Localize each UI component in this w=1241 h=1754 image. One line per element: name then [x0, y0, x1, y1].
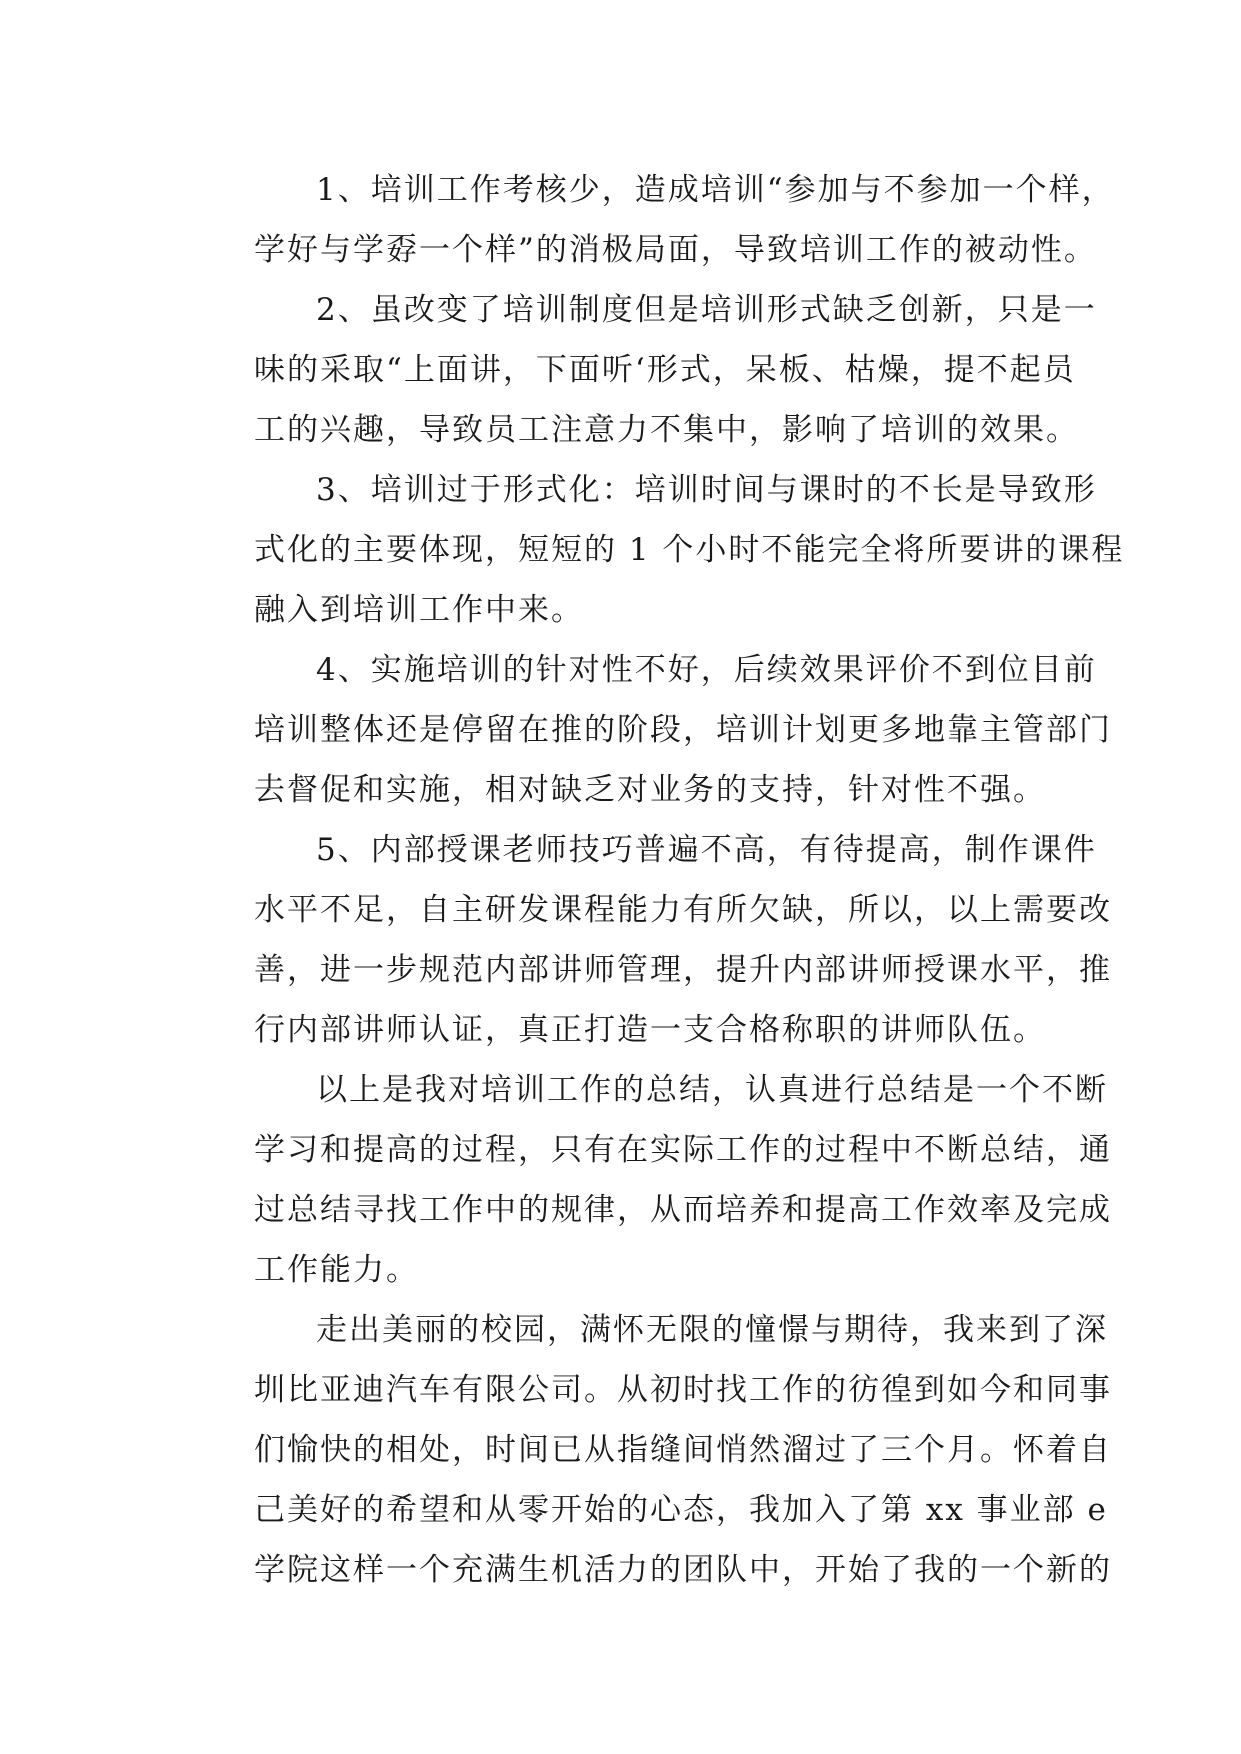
text-line: 3、培训过于形式化：培训时间与课时的不长是导致形: [316, 472, 1097, 508]
text-line: 己美好的希望和从零开始的心态，我加入了第 xx 事业部 e: [254, 1492, 1108, 1528]
paragraph-2: [192, 280, 1097, 460]
text-line: 2、虽改变了培训制度但是培训形式缺乏创新，只是一: [316, 292, 1097, 328]
text-line: 走出美丽的校园，满怀无限的憧憬与期待，我来到了深: [316, 1312, 1108, 1348]
text-line: 们愉快的相处，时间已从指缝间悄然溜过了三个月。怀着自: [254, 1432, 1112, 1468]
text-line: 善，进一步规范内部讲师管理，提升内部讲师授课水平，推: [254, 952, 1112, 988]
text-line: 学院这样一个充满生机活力的团队中，开始了我的一个新的: [254, 1552, 1112, 1588]
text-line: 水平不足，自主研发课程能力有所欠缺，所以，以上需要改: [254, 892, 1112, 928]
text-line: 5、内部授课老师技巧普遍不高，有待提高，制作课件: [316, 832, 1097, 868]
text-line: 去督促和实施，相对缺乏对业务的支持，针对性不强。: [254, 772, 1046, 808]
text-line: 工的兴趣，导致员工注意力不集中，影响了培训的效果。: [254, 412, 1079, 448]
document-body: [192, 160, 1125, 1600]
text-line: 圳比亚迪汽车有限公司。从初时找工作的彷徨到如今和同事: [254, 1372, 1112, 1408]
paragraph-5: [192, 820, 1112, 1060]
text-line: 4、实施培训的针对性不好，后续效果评价不到位目前: [316, 652, 1097, 688]
text-line: 融入到培训工作中来。: [254, 592, 584, 628]
paragraph-1: [192, 160, 1115, 280]
paragraph-7: [192, 1300, 1112, 1600]
text-line: 味的采取“上面讲，下面听‘形式，呆板、枯燥，提不起员: [254, 352, 1076, 388]
text-line: 培训整体还是停留在推的阶段，培训计划更多地靠主管部门: [254, 712, 1112, 748]
text-line: 学好与学孬一个样”的消极局面，导致培训工作的被动性。: [254, 232, 1097, 268]
paragraph-4: [192, 640, 1112, 820]
paragraph-6: [192, 1060, 1112, 1300]
text-line: 过总结寻找工作中的规律，从而培养和提高工作效率及完成: [254, 1192, 1112, 1228]
text-line: 以上是我对培训工作的总结，认真进行总结是一个不断: [316, 1072, 1108, 1108]
text-line: 工作能力。: [254, 1252, 419, 1288]
paragraph-3: [192, 460, 1125, 640]
text-line: 式化的主要体现，短短的 1 个小时不能完全将所要讲的课程: [254, 532, 1125, 568]
text-line: 学习和提高的过程，只有在实际工作的过程中不断总结，通: [254, 1132, 1112, 1168]
text-line: 1、培训工作考核少，造成培训“参加与不参加一个样，: [316, 172, 1115, 208]
text-line: 行内部讲师认证，真正打造一支合格称职的讲师队伍。: [254, 1012, 1046, 1048]
